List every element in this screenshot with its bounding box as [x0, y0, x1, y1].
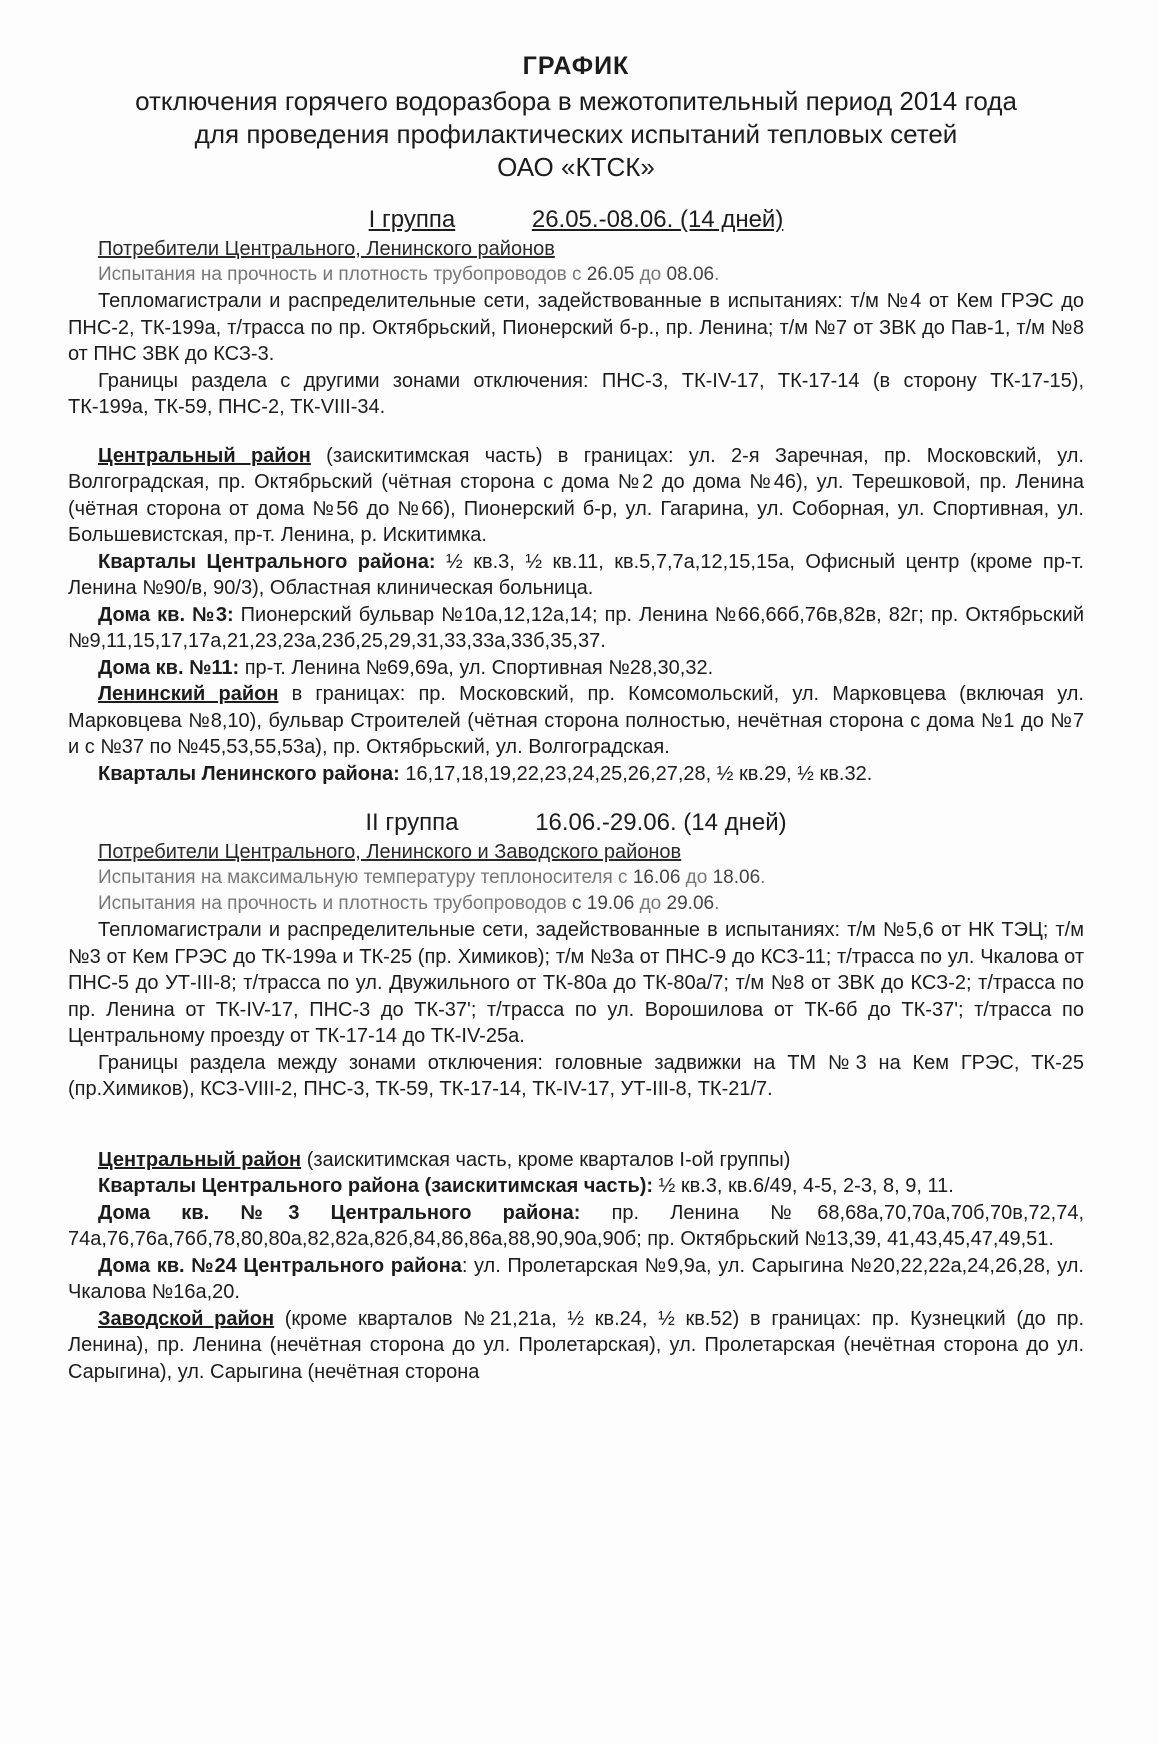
group2-zavodskoy: Заводской район (кроме кварталов №21,21а, ½ кв.24, ½ кв.52) в границах: пр. Кузнецкий (до пр. Ленина), пр. Ленина (нечётная сторона до ул. Пролетарская), ул. Пролетарская (нечётная сторона до ул. Сарыгина), ул. Сарыгина (нечётная сторона: [68, 1307, 1084, 1383]
group1-borders: Границы раздела с другими зонами отключения: ПНС-3, ТК-IV-17, ТК-17-14 (в сторону ТК-17-15), ТК-199а, ТК-59, ПНС-2, ТК-VIII-34.: [68, 369, 1084, 418]
group1-name: I группа: [368, 206, 456, 233]
subtitle-line-3: ОАО «КТСК»: [497, 152, 655, 182]
group2-central-quarters: Кварталы Центрального района (заискитимская часть): ½ кв.3, кв.6/49, 4-5, 2-3, 8, 9, 11.: [98, 1175, 954, 1197]
group2-houses-3: Дома кв. №3 Центрального района: пр. Ленина №68,68а,70,70а,70б,70в,72,74, 74а,76,76а,76б,78,80,80а,82,82а,82б,84,86,86а,88,90,90а,90б; пр. Октябрьский №13,39, 41,43,45,47,49,51.: [68, 1201, 1085, 1250]
group1-central: Центральный район (заискитимская часть) в границах: ул. 2-я Заречная, пр. Московский, ул. Волгоградская, пр. Октябрьский (чётная сторона с дома №2 до дома №46), ул. Терешковой, пр. Ленина (чётная сторона от дома №56 до №66), Пионерский б-р, ул. Гагарина, ул. Соборная, ул. Спортивная, ул. Большевистская, пр-т. Ленина, р. Искитимка.: [68, 444, 1084, 546]
group2-borders: Границы раздела между зонами отключения: головные задвижки на ТМ №3 на Кем ГРЭС, ТК-25 (пр.Химиков), КСЗ-VIII-2, ПНС-3, ТК-59, ТК-17-14, ТК-IV-17, УТ-III-8, ТК-21/7.: [68, 1051, 1084, 1100]
subtitle-line-2: для проведения профилактических испытаний тепловых сетей: [194, 119, 958, 149]
group2-consumers: Потребители Центрального, Ленинского и Заводского районов: [98, 841, 682, 863]
group2-heading: [68, 809, 1084, 837]
group1-mains: Тепломагистрали и распределительные сети, задействованные в испытаниях: т/м №4 от Кем ГРЭС до ПНС-2, ТК-199а, т/трасса по пр. Октябрьский, Пионерский б-р., пр. Ленина; т/м №7 от ЗВК до Пав-1, т/м №8 от ПНС ЗВК до КСЗ-3.: [68, 290, 1084, 365]
group1-heading: [68, 206, 1084, 234]
group1-dates: 26.05.-08.06. (14 дней): [531, 206, 784, 233]
subtitle-line-1: отключения горячего водоразбора в межотопительный период 2014 года: [135, 86, 1017, 116]
group2-test-1: Испытания на максимальную температуру теплоносителя с 16.06 до 18.06.: [98, 867, 766, 888]
group2-name: II группа: [365, 809, 459, 836]
group2-mains: Тепломагистрали и распределительные сети, задействованные в испытаниях: т/м №5,6 от НК ТЭЦ; т/м №3 от Кем ГРЭС до ТК-199а и ТК-25 (пр. Химиков); т/м №3а от ПНС-9 до КСЗ-11; т/трасса по ул. Чкалова от ПНС-5 до УТ-III-8; т/трасса по ул. Двужильного от ТК-80а до ТК-80а/7; т/м №8 от ЗВК до КСЗ-2; т/трасса по пр. Ленина от ТК-IV-17, ПНС-3 до ТК-37'; т/трасса по ул. Ворошилова от ТК-6б до ТК-37'; т/трасса по Центральному проезду от ТК-17-14 до ТК-IV-25а.: [68, 919, 1084, 1047]
group2-dates: 16.06.-29.06. (14 дней): [535, 809, 787, 836]
group1-central-quarters: Кварталы Центрального района: ½ кв.3, ½ кв.11, кв.5,7,7а,12,15,15а, Офисный центр (кроме пр-т. Ленина №90/в, 90/3), Областная клиническая больница.: [68, 550, 1084, 599]
group1-test-1: Испытания на прочность и плотность трубопроводов с 26.05 до 08.06.: [98, 264, 720, 285]
group2-central: Центральный район (заискитимская часть, кроме кварталов I-ой группы): [98, 1148, 791, 1171]
document-title: ГРАФИК: [522, 52, 630, 80]
group1-consumers: Потребители Центрального, Ленинского районов: [98, 238, 555, 260]
group1-leninsky: Ленинский район в границах: пр. Московский, пр. Комсомольский, ул. Марковцева (включая ул. Марковцева №8,10), бульвар Строителей (чётная сторона полностью, нечётная сторона с дома №1 до №7 и с №37 по №45,53,55,53а), пр. Октябрьский, ул. Волгоградская.: [68, 683, 1084, 758]
group1-houses-11: Дома кв. №11: пр-т. Ленина №69,69а, ул. Спортивная №28,30,32.: [98, 656, 714, 679]
group2-test-2: Испытания на прочность и плотность трубопроводов с 19.06 до 29.06.: [98, 893, 720, 914]
group1-houses-3: Дома кв. №3: Пионерский бульвар №10а,12,12а,14; пр. Ленина №66,66б,76в,82в, 82г; пр. Октябрьский №9,11,15,17,17а,21,23,23а,23б,25,29,31,33,33а,33б,35,37.: [68, 603, 1085, 652]
group1-leninsky-quarters: Кварталы Ленинского района: 16,17,18,19,22,23,24,25,26,27,28, ½ кв.29, ½ кв.32.: [98, 762, 873, 785]
group2-houses-24: Дома кв. №24 Центрального района: ул. Пролетарская №9,9а, ул. Сарыгина №20,22,22а,24,26,28, ул. Чкалова №16а,20.: [68, 1254, 1084, 1303]
